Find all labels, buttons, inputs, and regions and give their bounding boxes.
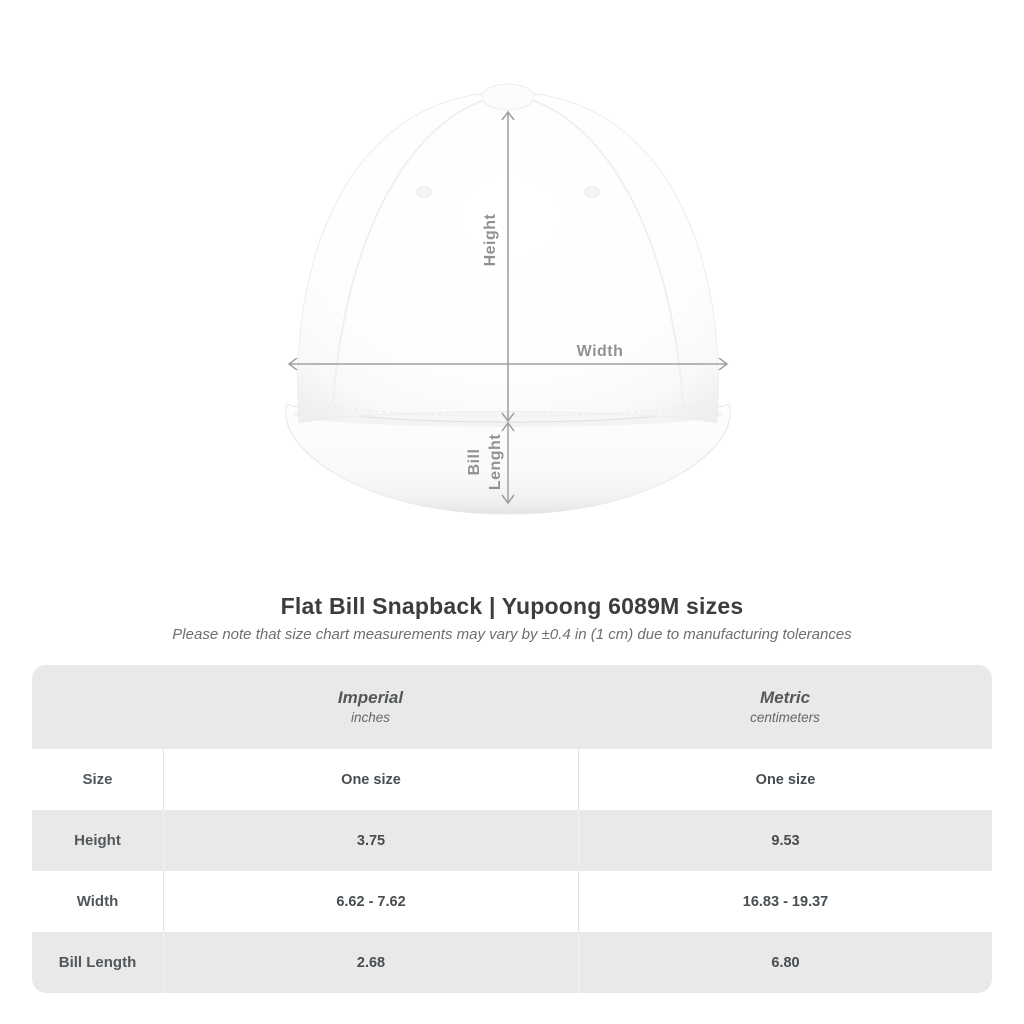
imperial-value: 2.68 [163, 932, 578, 993]
row-label: Height [74, 832, 121, 849]
metric-value: One size [578, 749, 992, 810]
metric-value: 9.53 [578, 810, 992, 871]
table-header-row [32, 665, 992, 749]
height-label: Height [482, 213, 499, 267]
page-title: Flat Bill Snapback | Yupoong 6089M sizes [280, 593, 744, 619]
width-label: Width [576, 343, 624, 360]
imperial-unit: inches [350, 709, 391, 725]
metric-value: 16.83 - 19.37 [578, 871, 992, 932]
size-chart-table [32, 665, 992, 993]
table-row-bill-length [32, 932, 992, 993]
table-row-height [32, 810, 992, 871]
imperial-title: Imperial [337, 688, 404, 708]
top-button [482, 84, 534, 110]
imperial-value: 6.62 - 7.62 [163, 871, 578, 932]
metric-header [578, 687, 992, 726]
table-row-width [32, 871, 992, 932]
header-spacer-cell [32, 665, 163, 749]
row-label: Size [82, 771, 113, 788]
tolerance-note: Please note that size chart measurements may vary by ±0.4 in (1 cm) due to manufacturing tolerances [172, 626, 852, 643]
left-eyelet [417, 187, 431, 197]
right-eyelet [585, 187, 599, 197]
imperial-value: One size [163, 749, 578, 810]
row-label: Bill Length [58, 954, 137, 971]
bill-length-label-line2: Lenght [487, 433, 504, 491]
metric-unit: centimeters [750, 709, 820, 725]
imperial-header [163, 687, 578, 726]
table-row-size [32, 749, 992, 810]
bill-length-label-line1: Bill [466, 448, 483, 476]
metric-value: 6.80 [578, 932, 992, 993]
imperial-value: 3.75 [163, 810, 578, 871]
row-label: Width [76, 893, 119, 910]
metric-title: Metric [759, 688, 811, 708]
